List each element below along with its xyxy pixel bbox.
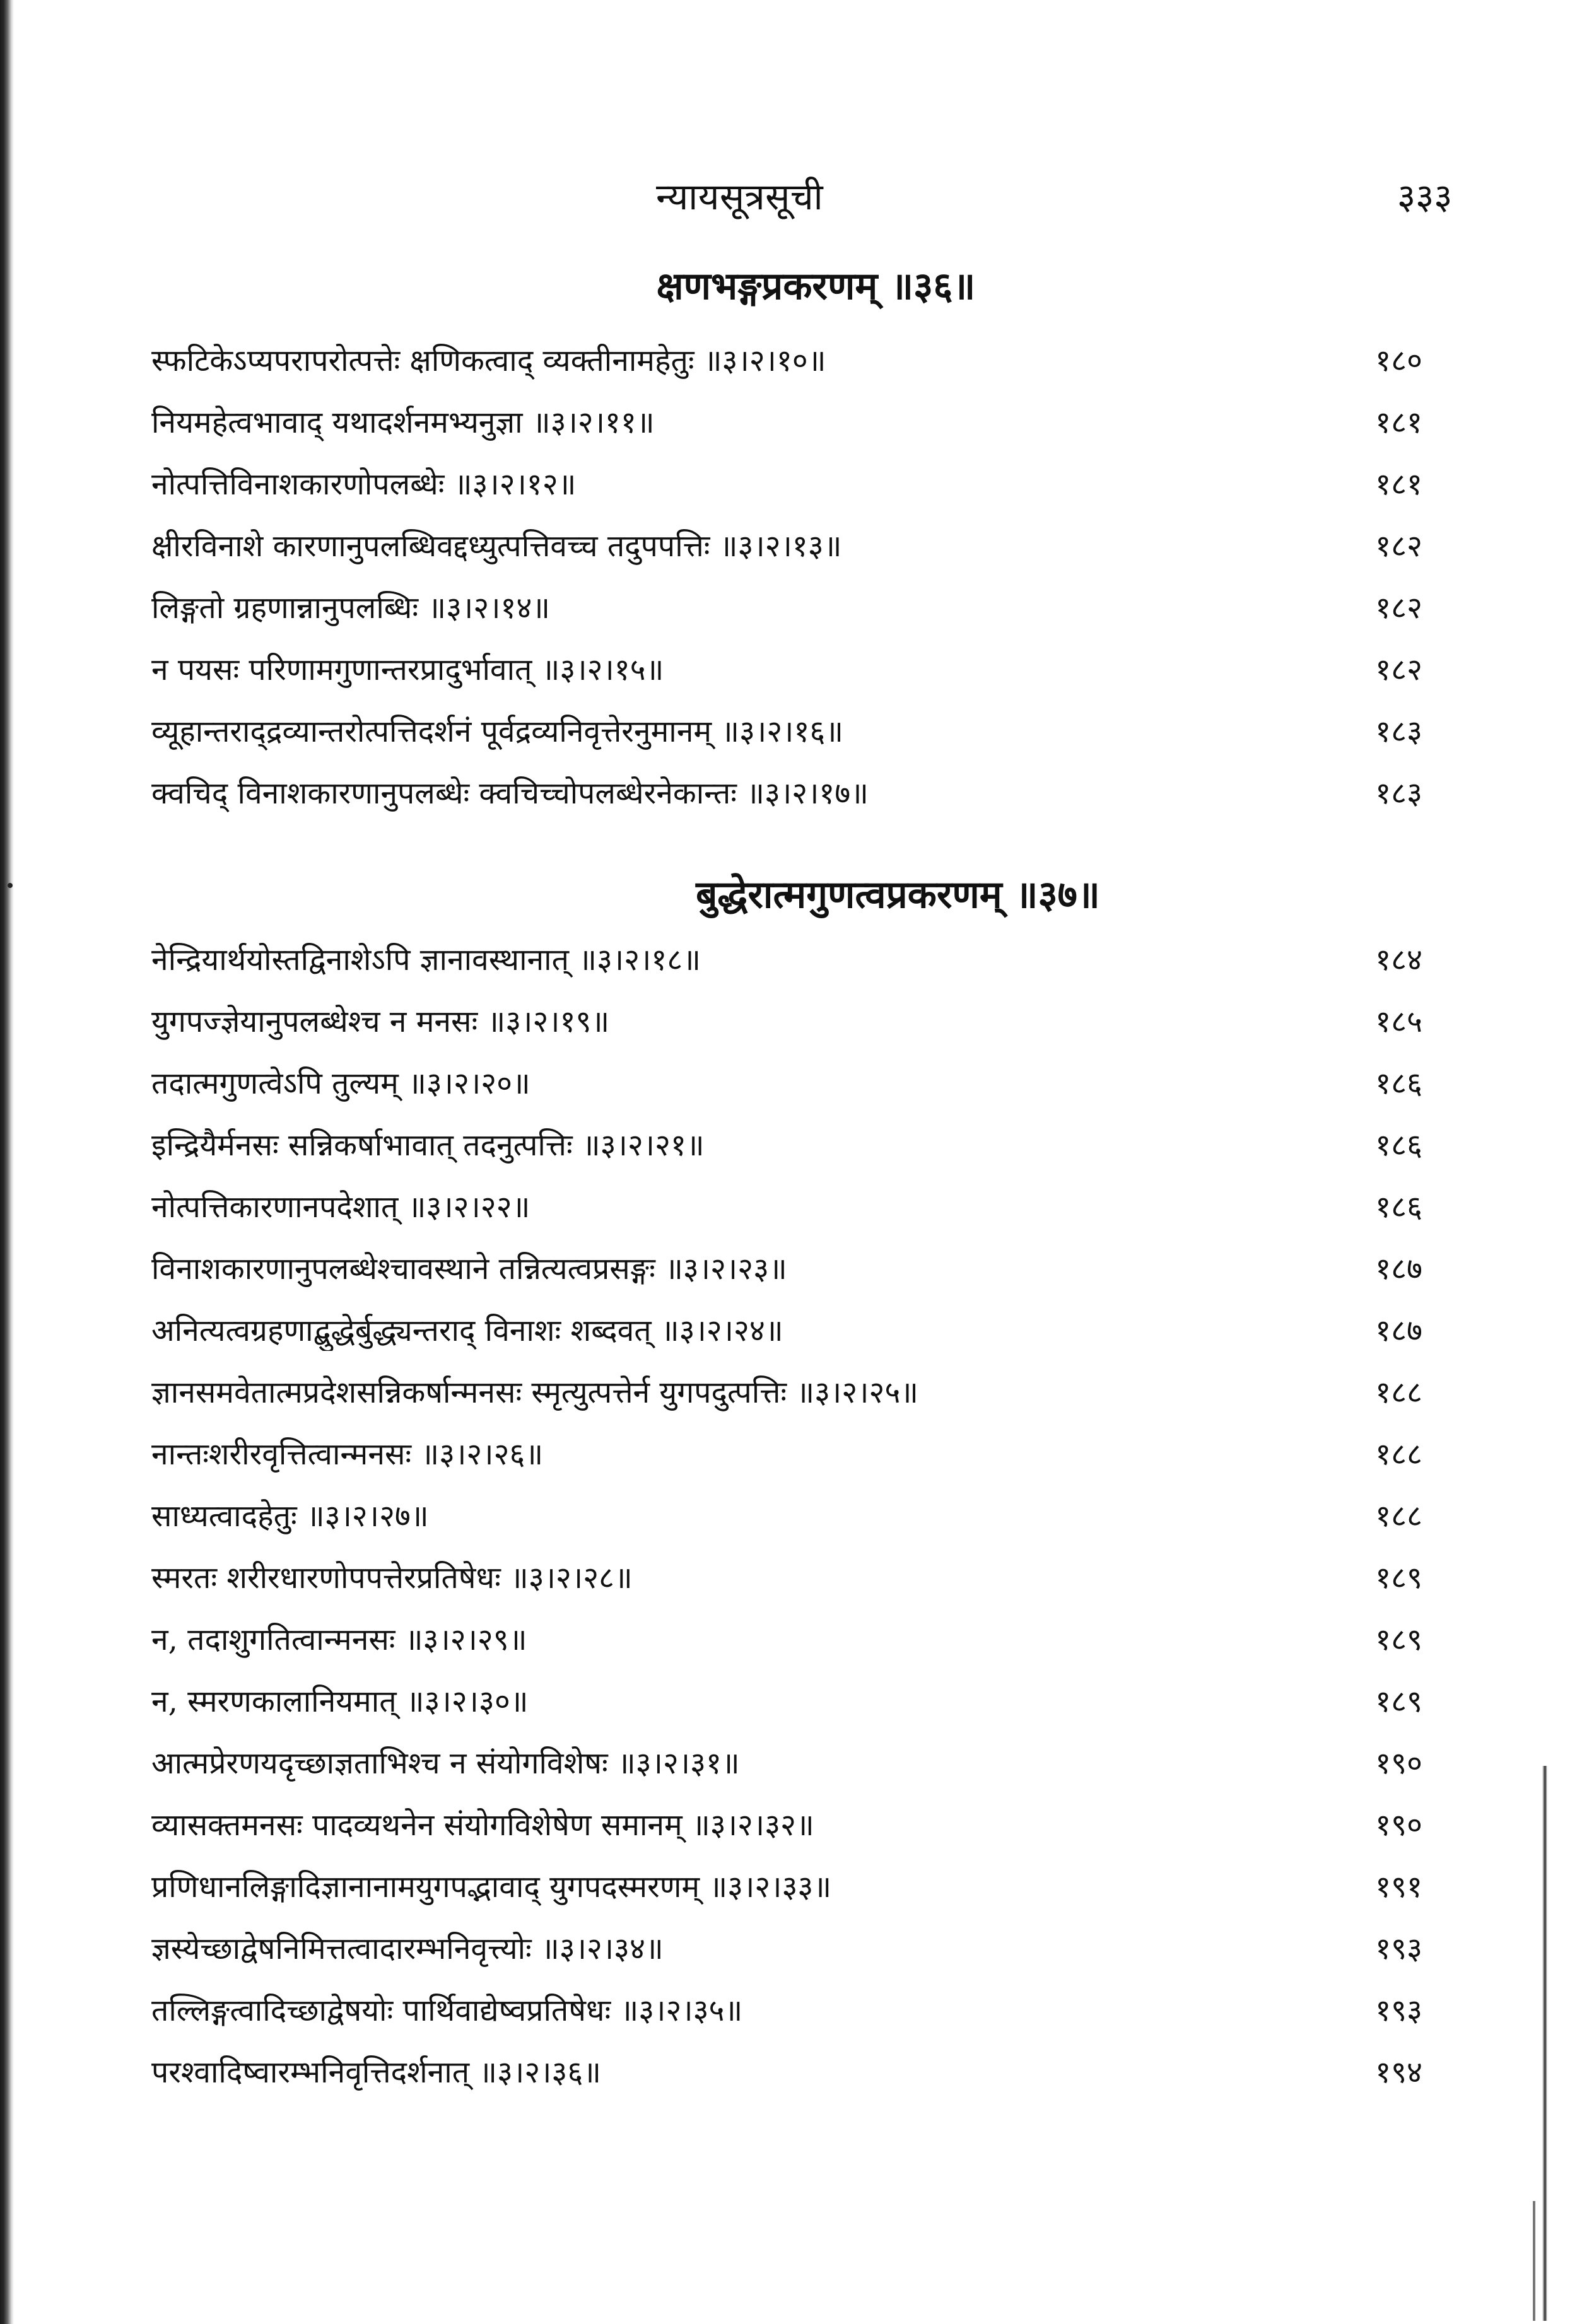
sutra-text: न पयसः परिणामगुणान्तरप्रादुर्भावात् ॥३।२।१५॥ <box>151 652 664 687</box>
list-item <box>151 402 1422 464</box>
sutra-text: नोत्पत्तिकारणानपदेशात् ॥३।२।२२॥ <box>151 1189 530 1225</box>
page-ref: १८१ <box>1375 405 1422 440</box>
sutra-text: ज्ञस्येच्छाद्वेषनिमित्तत्वादारम्भनिवृत्त्योः ॥३।२।३४॥ <box>151 1931 664 1966</box>
scan-edge-left <box>0 0 14 2324</box>
sutra-text: लिङ्गतो ग्रहणान्नानुपलब्धिः ॥३।२।१४॥ <box>151 590 551 626</box>
sutra-text: व्यूहान्तराद्द्रव्यान्तरोत्पत्तिदर्शनं पूर्वद्रव्यनिवृत्तेरनुमानम् ॥३।२।१६॥ <box>151 714 844 749</box>
sutra-text: प्रणिधानलिङ्गादिज्ञानानामयुगपद्भावाद् युगपदस्मरणम् ॥३।२।३३॥ <box>151 1869 832 1905</box>
list-item <box>151 464 1422 526</box>
list-item <box>151 1805 1422 1867</box>
list-item <box>151 1929 1422 1990</box>
list-item <box>151 1249 1422 1311</box>
sutra-text: नान्तःशरीरवृत्तित्वान्मनसः ॥३।२।२६॥ <box>151 1437 544 1472</box>
list-item <box>151 1372 1422 1434</box>
section-heading: क्षणभङ्गप्रकरणम् ॥३६॥ <box>656 264 976 308</box>
list-item <box>151 1990 1422 2052</box>
page-ref: १९१ <box>1375 1869 1422 1905</box>
sutra-index-list <box>151 341 1422 835</box>
sutra-text: नियमहेत्वभावाद् यथादर्शनमभ्यनुज्ञा ॥३।२।११॥ <box>151 405 655 440</box>
page-ref: १८७ <box>1375 1251 1422 1287</box>
list-item <box>151 526 1422 588</box>
list-item <box>151 940 1422 1001</box>
page-ref: १८१ <box>1375 467 1422 502</box>
page-ref: १८८ <box>1375 1437 1422 1472</box>
page-ref: १९० <box>1375 1746 1422 1781</box>
section-heading: बुद्धेरात्मगुणत्वप्रकरणम् ॥३७॥ <box>696 873 1100 917</box>
list-item <box>151 2052 1422 2114</box>
list-item <box>151 1496 1422 1558</box>
scan-line-right <box>1533 2201 1535 2321</box>
list-item <box>151 1620 1422 1681</box>
page-ref: १८९ <box>1375 1622 1422 1657</box>
page-ref: १९४ <box>1375 2055 1422 2090</box>
list-item <box>151 1063 1422 1125</box>
page-ref: १९३ <box>1375 1931 1422 1966</box>
sutra-text: नोत्पत्तिविनाशकारणोपलब्धेः ॥३।२।१२॥ <box>151 467 577 502</box>
list-item <box>151 1125 1422 1187</box>
page-ref: १८७ <box>1375 1313 1422 1348</box>
sutra-text: व्यासक्तमनसः पादव्यथनेन संयोगविशेषेण समानम् ॥३।२।३२॥ <box>151 1807 814 1843</box>
sutra-text: स्फटिकेऽप्यपरापरोत्पत्तेः क्षणिकत्वाद् व्यक्तीनामहेतुः ॥३।२।१०॥ <box>151 343 826 378</box>
list-item <box>151 588 1422 650</box>
sutra-text: क्षीरविनाशे कारणानुपलब्धिवद्दध्युत्पत्तिवच्च तदुपपत्तिः ॥३।२।१३॥ <box>151 528 842 564</box>
page-ref: १८२ <box>1375 590 1422 626</box>
sutra-text: ज्ञानसमवेतात्मप्रदेशसन्निकर्षान्मनसः स्मृत्युत्पत्तेर्न युगपदुत्पत्तिः ॥३।२।२५॥ <box>151 1375 919 1410</box>
page-ref: १९० <box>1375 1807 1422 1843</box>
list-item <box>151 1187 1422 1249</box>
sutra-text: तल्लिङ्गत्वादिच्छाद्वेषयोः पार्थिवाद्येष्वप्रतिषेधः ॥३।२।३५॥ <box>151 1993 743 2028</box>
page-ref: १८३ <box>1375 714 1422 749</box>
list-item <box>151 711 1422 773</box>
list-item <box>151 1867 1422 1929</box>
list-item <box>151 773 1422 835</box>
page-ref: १८३ <box>1375 776 1422 811</box>
page-ref: १८८ <box>1375 1498 1422 1534</box>
sutra-text: युगपज्ज्ञेयानुपलब्धेश्च न मनसः ॥३।२।१९॥ <box>151 1004 610 1039</box>
list-item <box>151 1001 1422 1063</box>
page-ref: १८५ <box>1375 1004 1422 1039</box>
page-ref: १८९ <box>1375 1684 1422 1719</box>
sutra-text: क्वचिद् विनाशकारणानुपलब्धेः क्वचिच्चोपलब्धेरनेकान्तः ॥३।२।१७॥ <box>151 776 869 811</box>
sutra-text: तदात्मगुणत्वेऽपि तुल्यम् ॥३।२।२०॥ <box>151 1066 530 1101</box>
page-ref: १८८ <box>1375 1375 1422 1410</box>
page-ref: १८६ <box>1375 1189 1422 1225</box>
page-ref: १८२ <box>1375 652 1422 687</box>
scan-speck <box>8 883 13 888</box>
page-ref: १८४ <box>1375 942 1422 978</box>
list-item <box>151 650 1422 711</box>
sutra-text: नेन्द्रियार्थयोस्तद्विनाशेऽपि ज्ञानावस्थानात् ॥३।२।१८॥ <box>151 942 701 978</box>
list-item <box>151 1558 1422 1620</box>
sutra-text: अनित्यत्वग्रहणाद्बुद्धेर्बुद्ध्यन्तराद् विनाशः शब्दवत् ॥३।२।२४॥ <box>151 1313 783 1348</box>
sutra-text: विनाशकारणानुपलब्धेश्चावस्थाने तन्नित्यत्वप्रसङ्गः ॥३।२।२३॥ <box>151 1251 787 1287</box>
list-item <box>151 1743 1422 1805</box>
page-ref: १८६ <box>1375 1066 1422 1101</box>
sutra-text: स्मरतः शरीरधारणोपपत्तेरप्रतिषेधः ॥३।२।२८॥ <box>151 1560 633 1596</box>
page-ref: १९३ <box>1375 1993 1422 2028</box>
sutra-text: इन्द्रियैर्मनसः सन्निकर्षाभावात् तदनुत्पत्तिः ॥३।२।२१॥ <box>151 1128 705 1163</box>
sutra-text: न, तदाशुगतित्वान्मनसः ॥३।२।२९॥ <box>151 1622 527 1657</box>
sutra-text: परश्वादिष्वारम्भनिवृत्तिदर्शनात् ॥३।२।३६॥ <box>151 2055 602 2090</box>
page-ref: १८२ <box>1375 528 1422 564</box>
sutra-index-list <box>151 940 1422 2114</box>
page-ref: १८६ <box>1375 1128 1422 1163</box>
page-number: ३३३ <box>1397 177 1453 218</box>
sutra-text: न, स्मरणकालानियमात् ॥३।२।३०॥ <box>151 1684 529 1719</box>
page-ref: १८० <box>1375 343 1422 378</box>
sutra-text: साध्यत्वादहेतुः ॥३।२।२७॥ <box>151 1498 429 1534</box>
running-header: न्यायसूत्रसूची <box>656 175 824 218</box>
scan-edge-right <box>1542 1766 1547 2321</box>
list-item <box>151 341 1422 402</box>
list-item <box>151 1681 1422 1743</box>
page-ref: १८९ <box>1375 1560 1422 1596</box>
sutra-text: आत्मप्रेरणयदृच्छाज्ञताभिश्च न संयोगविशेषः ॥३।२।३१॥ <box>151 1746 740 1781</box>
list-item <box>151 1311 1422 1372</box>
list-item <box>151 1434 1422 1496</box>
